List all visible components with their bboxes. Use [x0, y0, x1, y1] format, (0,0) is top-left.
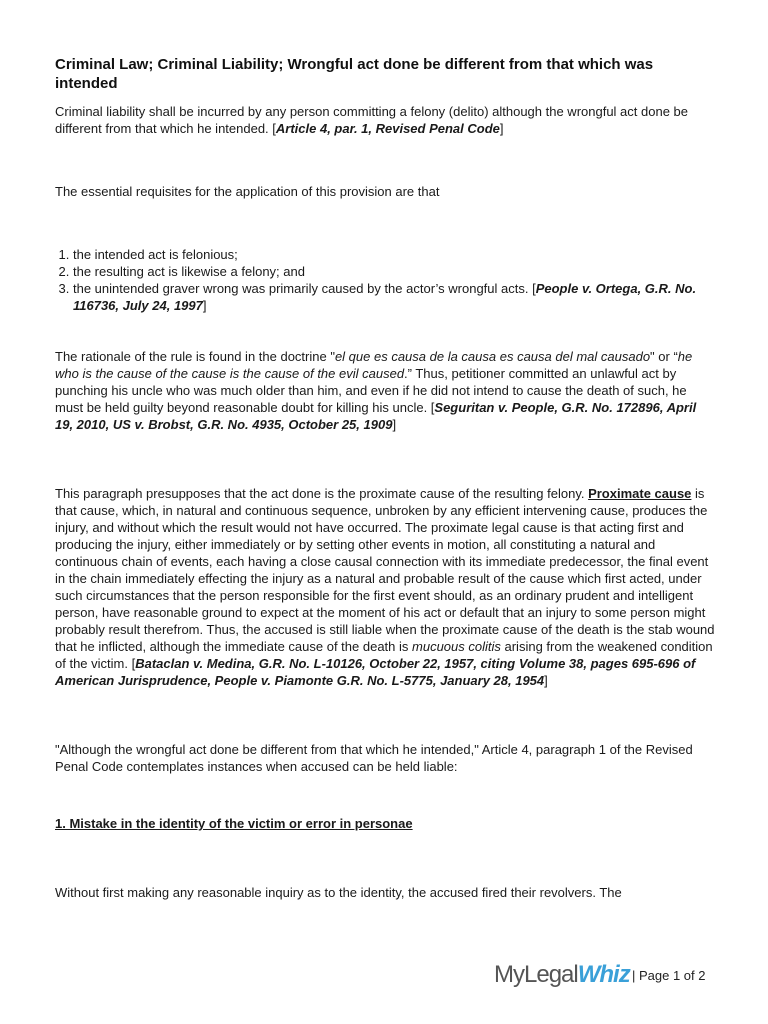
citation: Seguritan v. People, G.R. No. 172896, April 19, 2010, US v. Brobst, G.R. No. 4935, October 25, 1909 [55, 400, 697, 432]
list-item-text: the unintended graver wrong was primarily caused by the actor’s wrongful acts. [ [73, 281, 536, 296]
bracket: ] [544, 673, 548, 688]
logo-accent-text: Whiz [577, 961, 630, 988]
defined-term: Proximate cause [588, 486, 692, 501]
paragraph-proximate-cause [55, 485, 715, 689]
paragraph-text: This paragraph presupposes that the act done is the proximate cause of the resulting felony. [55, 486, 589, 501]
document-body [55, 55, 715, 901]
citation: Bataclan v. Medina, G.R. No. L-10126, October 22, 1957, citing Volume 38, pages 695-696 of American Jurisprudence, People v. Piamonte G.R. No. L-5775, January 28, 1954 [55, 656, 696, 688]
citation: Article 4, par. 1, Revised Penal Code [275, 121, 500, 136]
doctrine-translation: he who is the cause of the cause is the cause of the evil caused [55, 349, 693, 381]
bracket: ] [392, 417, 397, 432]
list-item [73, 280, 715, 314]
mylegalwhiz-logo [494, 960, 630, 990]
section-heading: 1. Mistake in the identity of the victim or error in personae [55, 816, 413, 831]
paragraph-requisites: The essential requisites for the application of this provision are that [55, 184, 440, 199]
bracket: ] [202, 298, 207, 313]
paragraph-text: is that cause, which, in natural and continuous sequence, unbroken by any efficient intervening cause, produces the injury, and without which the result would not have occurred. The proximate legal cause is that acting first and producing the injury, either immediately or by setting other events in motion, all constituting a natural and continuous chain of events, each having a close causal connection with its immediate predecessor, the final event in the chain immediately effecting the injury as a natural and probable result of the cause which first acted, under such circumstances that the person responsible for the first event should, as an ordinary prudent and intelligent person, have reasonable ground to expect at the moment of his act or default that an injury to some person might probably result therefrom. Thus, the accused is still liable when the proximate cause of the death is the stab wound that he inflicted, although the immediate cause of the death is [55, 486, 715, 654]
page-footer [494, 960, 734, 990]
list-item: 2. the resulting act is likewise a felony; and [73, 263, 715, 280]
paragraph-text: Criminal liability shall be incurred by any person committing a felony (delito) although the wrongful act done be different from that which he intended. [ [55, 104, 689, 136]
paragraph-text: " or “ [650, 349, 678, 364]
paragraph-text: .” Thus, petitioner committed an unlawful act by punching his uncle who was much older than him, and even if he did not intend to cause the death of such, he must be held guilty beyond reasonable doubt for killing his uncle. [ [55, 366, 687, 415]
paragraph-identity: Without first making any reasonable inquiry as to the identity, the accused fired their revolvers. The [55, 885, 622, 900]
paragraph-text: arising from the weakened condition of the victim. [ [55, 639, 713, 671]
latin-doctrine: el que es causa de la causa es causa del mal causado [334, 349, 651, 364]
paragraph-article-4-instances: "Although the wrongful act done be different from that which he intended," Article 4, paragraph 1 of the Revised Penal Code contemplates instances when accused can be held liable: [55, 742, 693, 774]
citation: People v. Ortega, G.R. No. 116736, July 24, 1997 [73, 281, 697, 313]
document-title: Criminal Law; Criminal Liability; Wrongful act done be different from that which was intended [55, 56, 654, 92]
paragraph-rationale [55, 348, 715, 433]
list-item: 1. the intended act is felonious; [73, 246, 715, 263]
medical-term: mucuous colitis [412, 639, 501, 654]
paragraph-text: The rationale of the rule is found in the doctrine " [55, 349, 335, 364]
bracket: ] [499, 121, 504, 136]
paragraph-article-4 [55, 103, 715, 137]
logo-text: MyLegal [494, 961, 578, 988]
page-number: | Page 1 of 2 [632, 968, 706, 983]
requisites-list [55, 246, 715, 314]
